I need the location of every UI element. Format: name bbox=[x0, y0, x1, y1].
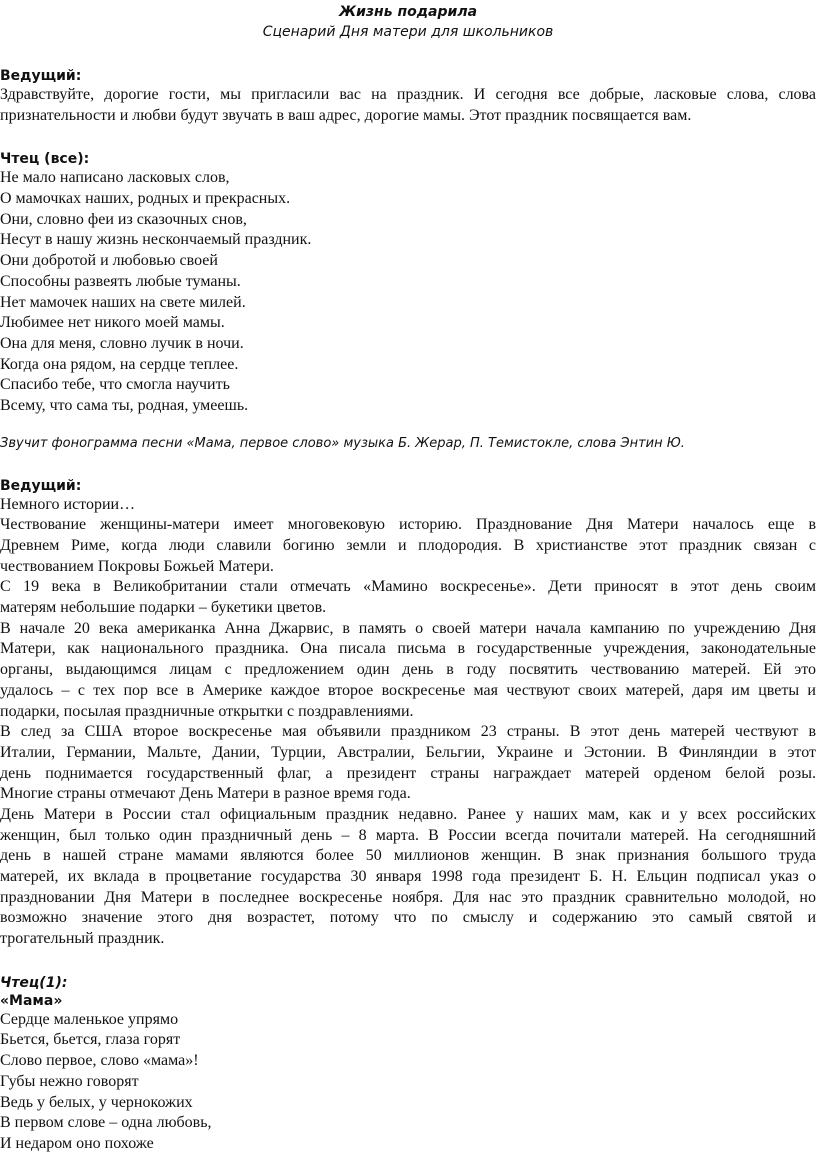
document-title: Жизнь подарила bbox=[338, 4, 478, 20]
text-line: Чествование женщины-матери имеет многовековую историю. Празднование Дня Матери началось еще в bbox=[0, 516, 816, 534]
text-line: подарки, посылая праздничные открытки с поздравлениями. bbox=[0, 702, 414, 720]
poem-line: Бьется, бьется, глаза горят bbox=[0, 1031, 181, 1049]
poem-line: Они добротой и любовью своей bbox=[0, 252, 218, 270]
text-line: Матери, как национального праздника. Она писала письма в государственные учреждения, законодательные bbox=[0, 640, 816, 658]
poem-line: Нет мамочек наших на свете милей. bbox=[0, 293, 246, 311]
text-line: Древнем Риме, когда люди славили богиню земли и плодородия. В христианстве этот праздник связан с bbox=[0, 537, 816, 554]
poem-line: Несут в нашу жизнь нескончаемый праздник. bbox=[0, 231, 312, 249]
text-line: возможно значение этого дня возрастет, потому что по смыслу и содержанию это самый святой и bbox=[0, 909, 816, 927]
text-line: трогательный праздник. bbox=[0, 930, 165, 948]
stage-direction: Звучит фонограмма песни «Мама, первое слово» музыка Б. Жерар, П. Темистокле, слова Энтин Ю. bbox=[0, 435, 685, 451]
speaker-heading: Чтец(1): bbox=[0, 974, 68, 991]
text-line: день в нашей стране мамами являются более 50 миллионов женщин. В знак признания большого труда bbox=[0, 847, 816, 865]
text-line: матерям небольшие подарки – букетики цветов. bbox=[0, 599, 327, 617]
poem-line: Способны развеять любые туманы. bbox=[0, 272, 241, 290]
poem-line: Когда она рядом, на сердце теплее. bbox=[0, 355, 239, 373]
text-line: Здравствуйте, дорогие гости, мы пригласили вас на праздник. И сегодня все добрые, ласковые слова, слова bbox=[0, 86, 816, 103]
text-line: праздновании Дня Матери в последнее воскресенье ноября. Для нас это праздник сравнительно молодой, но bbox=[0, 888, 816, 906]
speaker-heading: Чтец (все): bbox=[0, 151, 90, 168]
text-line: матерей, их вклада в процветание государства 30 января 1998 года президент Б. Н. Ельцин подписал указ о bbox=[0, 868, 816, 885]
poem-line: В первом слове – одна любовь, bbox=[0, 1114, 212, 1132]
text-line: В след за США второе воскресенье мая объявили праздником 23 страны. В этот день матерей чествуют в bbox=[0, 723, 816, 741]
document-subtitle: Сценарий Дня матери для школьников bbox=[262, 24, 554, 40]
poem-line: О мамочках наших, родных и прекрасных. bbox=[0, 190, 291, 208]
document-body bbox=[0, 67, 816, 1155]
poem-line: Губы нежно говорят bbox=[0, 1072, 139, 1090]
poem-line: Они, словно феи из сказочных снов, bbox=[0, 210, 247, 228]
text-line: Многие страны отмечают День Матери в разное время года. bbox=[0, 785, 411, 803]
text-line: органы, выдающимся лицам с предложением один день в году посвятить чествованию матерей. Ей это bbox=[0, 661, 816, 679]
text-line: женщин, был только один праздничный день – 8 марта. В России всегда почитали матерей. На сегодняшний bbox=[0, 826, 816, 844]
poem-line: Не мало написано ласковых слов, bbox=[0, 169, 230, 187]
poem-line: И недаром оно похоже bbox=[0, 1134, 154, 1152]
poem-line: Слово первое, слово «мама»! bbox=[0, 1052, 199, 1070]
text-line: Италии, Германии, Мальте, Дании, Турции, Австралии, Бельгии, Украине и Эстонии. В Финляндии в этот bbox=[0, 743, 816, 761]
text-line: удалось – с тех пор все в Америке каждое второе воскресенье мая чествуют своих матерей, даря им цветы и bbox=[0, 681, 816, 699]
poem-line: Ведь у белых, у чернокожих bbox=[0, 1093, 193, 1111]
poem-line: Спасибо тебе, что смогла научить bbox=[0, 376, 230, 394]
text-line: С 19 века в Великобритании стали отмечать «Мамино воскресенье». Дети приносят в этот день своим bbox=[0, 578, 816, 596]
text-line: признательности и любви будут звучать в ваш адрес, дорогие мамы. Этот праздник посвящается вам. bbox=[0, 106, 692, 124]
poem-line: Она для меня, словно лучик в ночи. bbox=[0, 334, 244, 352]
poem-line: Любимее нет никого моей мамы. bbox=[0, 314, 225, 332]
speaker-heading: Ведущий: bbox=[0, 477, 82, 494]
speaker-heading: Ведущий: bbox=[0, 68, 82, 84]
poem-line: Всему, что сама ты, родная, умеешь. bbox=[0, 396, 249, 414]
text-line: В начале 20 века американка Анна Джарвис, в память о своей матери начала кампанию по учреждению Дня bbox=[0, 619, 816, 637]
text-line: чествованием Покровы Божьей Матери. bbox=[0, 557, 274, 575]
text-line: Немного истории… bbox=[0, 495, 136, 513]
poem-line: Сердце маленькое упрямо bbox=[0, 1010, 179, 1028]
text-line: День Матери в России стал официальным праздник недавно. Ранее у наших мам, как и у всех российских bbox=[0, 805, 816, 823]
text-line: день поднимается государственный флаг, а президент страны награждает матерей орденом белой розы. bbox=[0, 764, 816, 782]
poem-title: «Мама» bbox=[0, 992, 63, 1009]
